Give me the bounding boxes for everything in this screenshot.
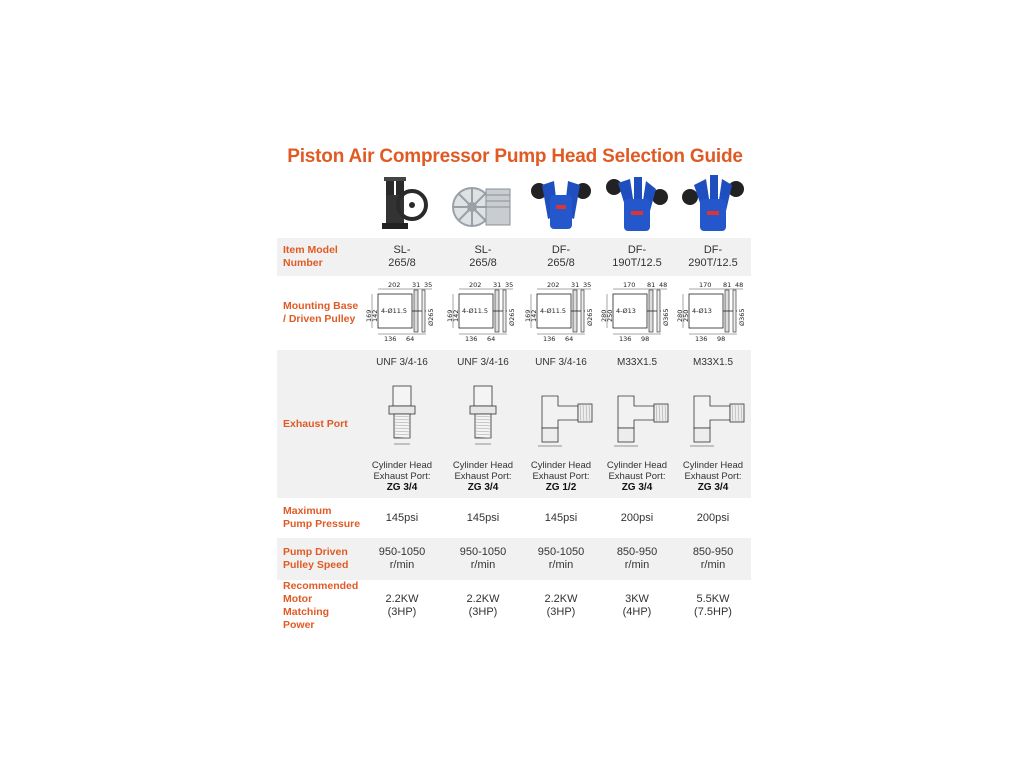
exhaust-fitting-icon bbox=[680, 382, 746, 448]
exhaust-port-content bbox=[523, 355, 599, 493]
dim-left-1: 280 bbox=[600, 309, 608, 322]
dim-bottom-2: 98 bbox=[717, 335, 726, 343]
exhaust-port-content bbox=[675, 355, 751, 493]
blue-v-pump-head-icon bbox=[528, 175, 594, 235]
mounting-drawing-5 bbox=[675, 276, 751, 350]
mounting-drawing-1 bbox=[361, 276, 443, 350]
speed-cell-4: 850-950 r/min bbox=[599, 538, 675, 580]
mounting-drawing-2 bbox=[443, 276, 523, 350]
dim-pulley-diameter: Ø265 bbox=[427, 308, 435, 326]
exhaust-fitting-icon bbox=[369, 382, 435, 448]
exhaust-port-caption: Cylinder Head Exhaust Port: ZG 3/4 bbox=[682, 460, 744, 493]
product-image-2 bbox=[443, 172, 523, 238]
product-image-1 bbox=[361, 172, 443, 238]
dim-bolt-holes: 4-Ø13 bbox=[692, 307, 712, 315]
dim-top-2: 31 bbox=[571, 281, 580, 289]
dim-top-1: 202 bbox=[388, 281, 401, 289]
dim-bottom-2: 64 bbox=[565, 335, 574, 343]
power-row bbox=[277, 580, 751, 632]
product-image-3 bbox=[523, 172, 599, 238]
dim-bottom-1: 136 bbox=[619, 335, 632, 343]
dim-top-3: 35 bbox=[583, 281, 592, 289]
exhaust-port-caption: Cylinder Head Exhaust Port: ZG 1/2 bbox=[530, 460, 592, 493]
exhaust-cell-3 bbox=[523, 350, 599, 498]
speed-cell-1: 950-1050 r/min bbox=[361, 538, 443, 580]
dim-top-3: 48 bbox=[659, 281, 668, 289]
dim-left-2: 250 bbox=[606, 309, 614, 322]
dim-left-1: 169 bbox=[365, 309, 373, 322]
exhaust-port-caption: Cylinder Head Exhaust Port: ZG 3/4 bbox=[371, 460, 433, 493]
dim-top-2: 81 bbox=[723, 281, 732, 289]
pressure-row bbox=[277, 498, 751, 538]
exhaust-fitting-icon bbox=[528, 382, 594, 448]
dim-top-1: 202 bbox=[547, 281, 560, 289]
mounting-base-diagram bbox=[525, 282, 597, 344]
dim-bottom-2: 64 bbox=[487, 335, 496, 343]
pressure-cell-2: 145psi bbox=[466, 511, 500, 524]
exhaust-fitting-icon bbox=[450, 382, 516, 448]
power-cell-4: 3KW (4HP) bbox=[622, 593, 652, 618]
model-row bbox=[277, 238, 751, 276]
exhaust-port-size: ZG 1/2 bbox=[545, 482, 577, 493]
exhaust-port-size: ZG 3/4 bbox=[467, 482, 499, 493]
pressure-cell-3: 145psi bbox=[544, 511, 578, 524]
dim-left-2: 250 bbox=[682, 309, 690, 322]
dim-pulley-diameter: Ø265 bbox=[508, 308, 516, 326]
exhaust-port-size: ZG 3/4 bbox=[386, 482, 418, 493]
blue-w-pump-head-large-icon bbox=[680, 175, 746, 235]
dim-left-2: 142 bbox=[452, 309, 460, 322]
mounting-base-diagram bbox=[447, 282, 519, 344]
model-cell-2: SL- 265/8 bbox=[443, 238, 523, 276]
power-row-label: Recommended Motor Matching Power bbox=[283, 580, 359, 631]
exhaust-port-content bbox=[599, 355, 675, 493]
mounting-row-label: Mounting Base / Driven Pulley bbox=[283, 300, 359, 325]
model-row-label: Item Model Number bbox=[277, 238, 361, 276]
dim-left-2: 142 bbox=[371, 309, 379, 322]
exhaust-port-caption: Cylinder Head Exhaust Port: ZG 3/4 bbox=[452, 460, 514, 493]
speed-cell-3: 950-1050 r/min bbox=[523, 538, 599, 580]
blue-w-pump-head-icon bbox=[604, 175, 670, 235]
exhaust-fitting-icon bbox=[604, 382, 670, 448]
dim-bottom-1: 136 bbox=[384, 335, 397, 343]
dim-top-1: 202 bbox=[469, 281, 482, 289]
exhaust-port-content bbox=[361, 355, 443, 493]
dim-top-3: 35 bbox=[505, 281, 514, 289]
model-cell-4: DF- 190T/12.5 bbox=[599, 238, 675, 276]
power-cell-3: 2.2KW (3HP) bbox=[544, 593, 578, 618]
speed-cell-2: 950-1050 r/min bbox=[443, 538, 523, 580]
dim-top-2: 81 bbox=[647, 281, 656, 289]
exhaust-cell-2 bbox=[443, 350, 523, 498]
pressure-cell-1: 145psi bbox=[385, 511, 419, 524]
dim-bolt-holes: 4-Ø11.5 bbox=[540, 307, 567, 315]
speed-cell-5: 850-950 r/min bbox=[675, 538, 751, 580]
silver-pump-head-icon bbox=[450, 175, 516, 235]
model-cell-5: DF- 290T/12.5 bbox=[675, 238, 751, 276]
pressure-row-label: Maximum Pump Pressure bbox=[283, 505, 361, 530]
mounting-row bbox=[277, 276, 751, 350]
dim-pulley-diameter: Ø365 bbox=[738, 308, 746, 326]
exhaust-port-content bbox=[443, 355, 523, 493]
dim-bolt-holes: 4-Ø11.5 bbox=[462, 307, 489, 315]
product-image-5 bbox=[675, 172, 751, 238]
speed-row bbox=[277, 538, 751, 580]
dim-top-2: 31 bbox=[412, 281, 421, 289]
dim-top-1: 170 bbox=[699, 281, 712, 289]
speed-row-label: Pump Driven Pulley Speed bbox=[277, 538, 361, 580]
dim-left-1: 280 bbox=[676, 309, 684, 322]
exhaust-cell-1 bbox=[361, 350, 443, 498]
mounting-base-diagram bbox=[366, 282, 438, 344]
pressure-cell-5: 200psi bbox=[696, 511, 730, 524]
dim-left-2: 142 bbox=[530, 309, 538, 322]
thread-spec: UNF 3/4-16 bbox=[457, 357, 509, 368]
dim-pulley-diameter: Ø365 bbox=[662, 308, 670, 326]
mounting-base-diagram bbox=[601, 282, 673, 344]
mounting-drawing-4 bbox=[599, 276, 675, 350]
dim-top-3: 48 bbox=[735, 281, 744, 289]
dim-bottom-2: 64 bbox=[406, 335, 415, 343]
dim-top-3: 35 bbox=[424, 281, 433, 289]
dim-bottom-1: 136 bbox=[465, 335, 478, 343]
dim-left-1: 169 bbox=[524, 309, 532, 322]
thread-spec: M33X1.5 bbox=[692, 357, 734, 368]
black-pump-head-icon bbox=[372, 175, 432, 235]
dim-top-1: 170 bbox=[623, 281, 636, 289]
mounting-base-diagram bbox=[677, 282, 749, 344]
model-cell-1: SL- 265/8 bbox=[361, 238, 443, 276]
thread-spec: UNF 3/4-16 bbox=[376, 357, 428, 368]
dim-bolt-holes: 4-Ø11.5 bbox=[381, 307, 408, 315]
dim-top-2: 31 bbox=[493, 281, 502, 289]
exhaust-cell-4 bbox=[599, 350, 675, 498]
product-photo-row bbox=[277, 172, 751, 238]
dim-left-1: 169 bbox=[446, 309, 454, 322]
selection-table bbox=[277, 172, 751, 632]
product-image-4 bbox=[599, 172, 675, 238]
exhaust-row-label: Exhaust Port bbox=[277, 350, 361, 498]
exhaust-port-caption: Cylinder Head Exhaust Port: ZG 3/4 bbox=[606, 460, 668, 493]
thread-spec: M33X1.5 bbox=[616, 357, 658, 368]
dim-pulley-diameter: Ø265 bbox=[586, 308, 594, 326]
dim-bottom-2: 98 bbox=[641, 335, 650, 343]
power-cell-2: 2.2KW (3HP) bbox=[466, 593, 500, 618]
dim-bottom-1: 136 bbox=[695, 335, 708, 343]
exhaust-row bbox=[277, 350, 751, 498]
dim-bottom-1: 136 bbox=[543, 335, 556, 343]
mounting-drawing-3 bbox=[523, 276, 599, 350]
thread-spec: UNF 3/4-16 bbox=[535, 357, 587, 368]
dim-bolt-holes: 4-Ø13 bbox=[616, 307, 636, 315]
exhaust-port-size: ZG 3/4 bbox=[697, 482, 729, 493]
exhaust-port-size: ZG 3/4 bbox=[621, 482, 653, 493]
pressure-cell-4: 200psi bbox=[620, 511, 654, 524]
model-cell-3: DF- 265/8 bbox=[523, 238, 599, 276]
power-cell-5: 5.5KW (7.5HP) bbox=[694, 593, 732, 618]
exhaust-cell-5 bbox=[675, 350, 751, 498]
page-title: Piston Air Compressor Pump Head Selection Guide bbox=[287, 146, 743, 167]
power-cell-1: 2.2KW (3HP) bbox=[385, 593, 419, 618]
